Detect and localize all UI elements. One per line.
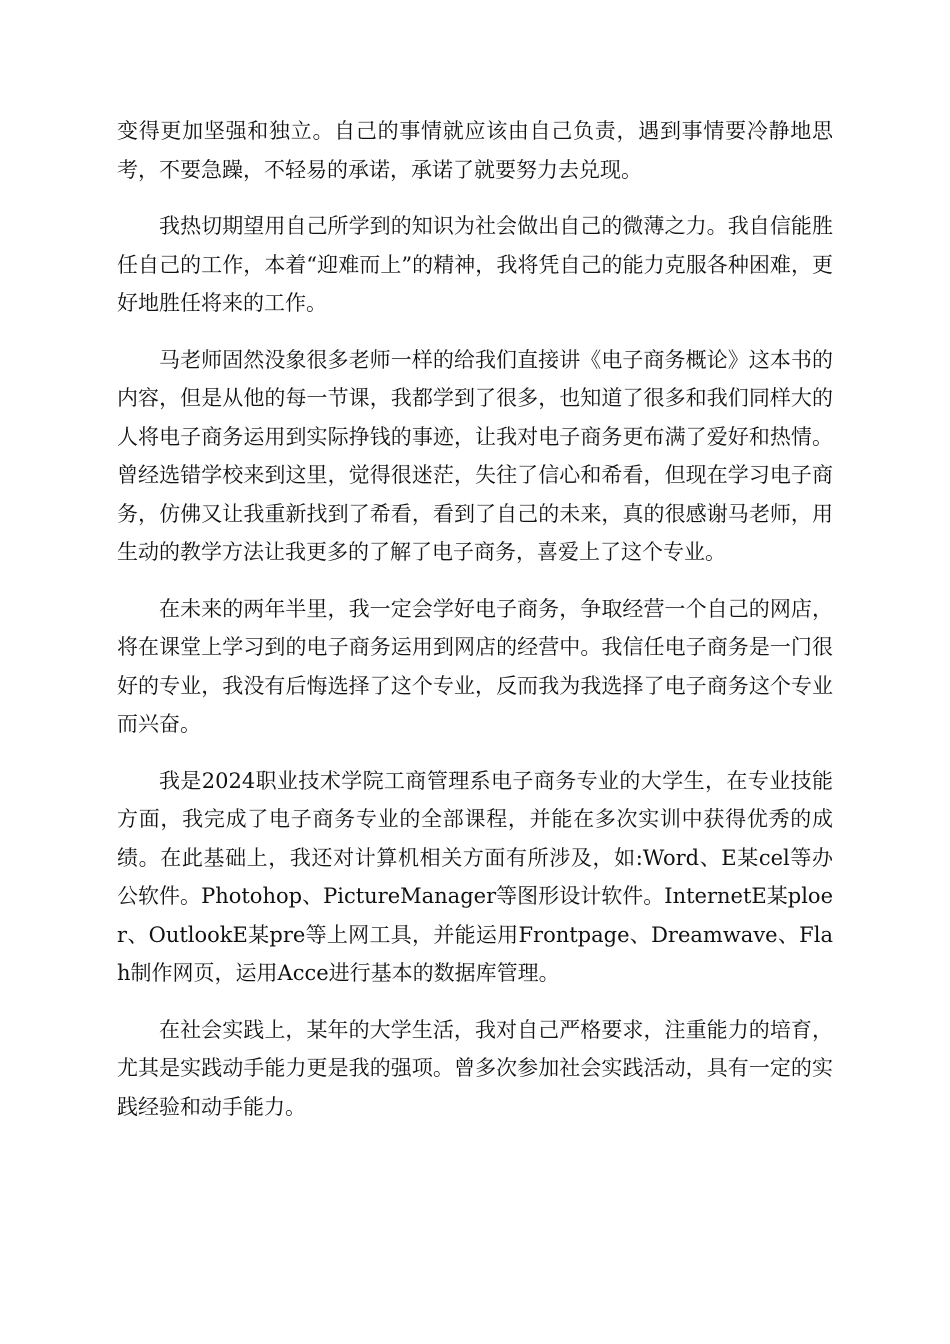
paragraph-4: 在未来的两年半里，我一定会学好电子商务，争取经营一个自己的网店，将在课堂上学习到的电子商务运用到网店的经营中。我信任电子商务是一门很好的专业，我没有后悔选择了这个专业，反而我为我选择了电子商务这个专业而兴奋。 <box>117 596 833 736</box>
paragraph-1: 变得更加坚强和独立。自己的事情就应该由自己负责，遇到事情要冷静地思考，不要急躁，不轻易的承诺，承诺了就要努力去兑现。 <box>117 119 833 182</box>
paragraph-2: 我热切期望用自己所学到的知识为社会做出自己的微薄之力。我自信能胜任自己的工作，本着“迎难而上”的精神，我将凭自己的能力克服各种困难，更好地胜任将来的工作。 <box>117 214 833 315</box>
paragraph-3: 马老师固然没象很多老师一样的给我们直接讲《电子商务概论》这本书的内容，但是从他的每一节课，我都学到了很多，也知道了很多和我们同样大的人将电子商务运用到实际挣钱的事迹，让我对电子商务更布满了爱好和热情。曾经选错学校来到这里，觉得很迷茫，失往了信心和希看，但现在学习电子商务，仿佛又让我重新找到了希看，看到了自己的未来，真的很感谢马老师，用生动的教学方法让我更多的了解了电子商务，喜爱上了这个专业。 <box>117 347 833 564</box>
paragraph-5: 我是2024职业技术学院工商管理系电子商务专业的大学生，在专业技能方面，我完成了电子商务专业的全部课程，并能在多次实训中获得优秀的成绩。在此基础上，我还对计算机相关方面有所涉及，如:Word、E某cel等办公软件。Photohop、PictureManager等图形设计软件。InternetE某ploer、OutlookE某pre等上网工具，并能运用Frontpage、Dreamwave、Flah制作网页，运用Acce进行基本的数据库管理。 <box>117 768 833 985</box>
paragraph-6: 在社会实践上，某年的大学生活，我对自己严格要求，注重能力的培育，尤其是实践动手能力更是我的强项。曾多次参加社会实践活动，具有一定的实践经验和动手能力。 <box>117 1017 833 1119</box>
document-body <box>117 112 833 1144</box>
